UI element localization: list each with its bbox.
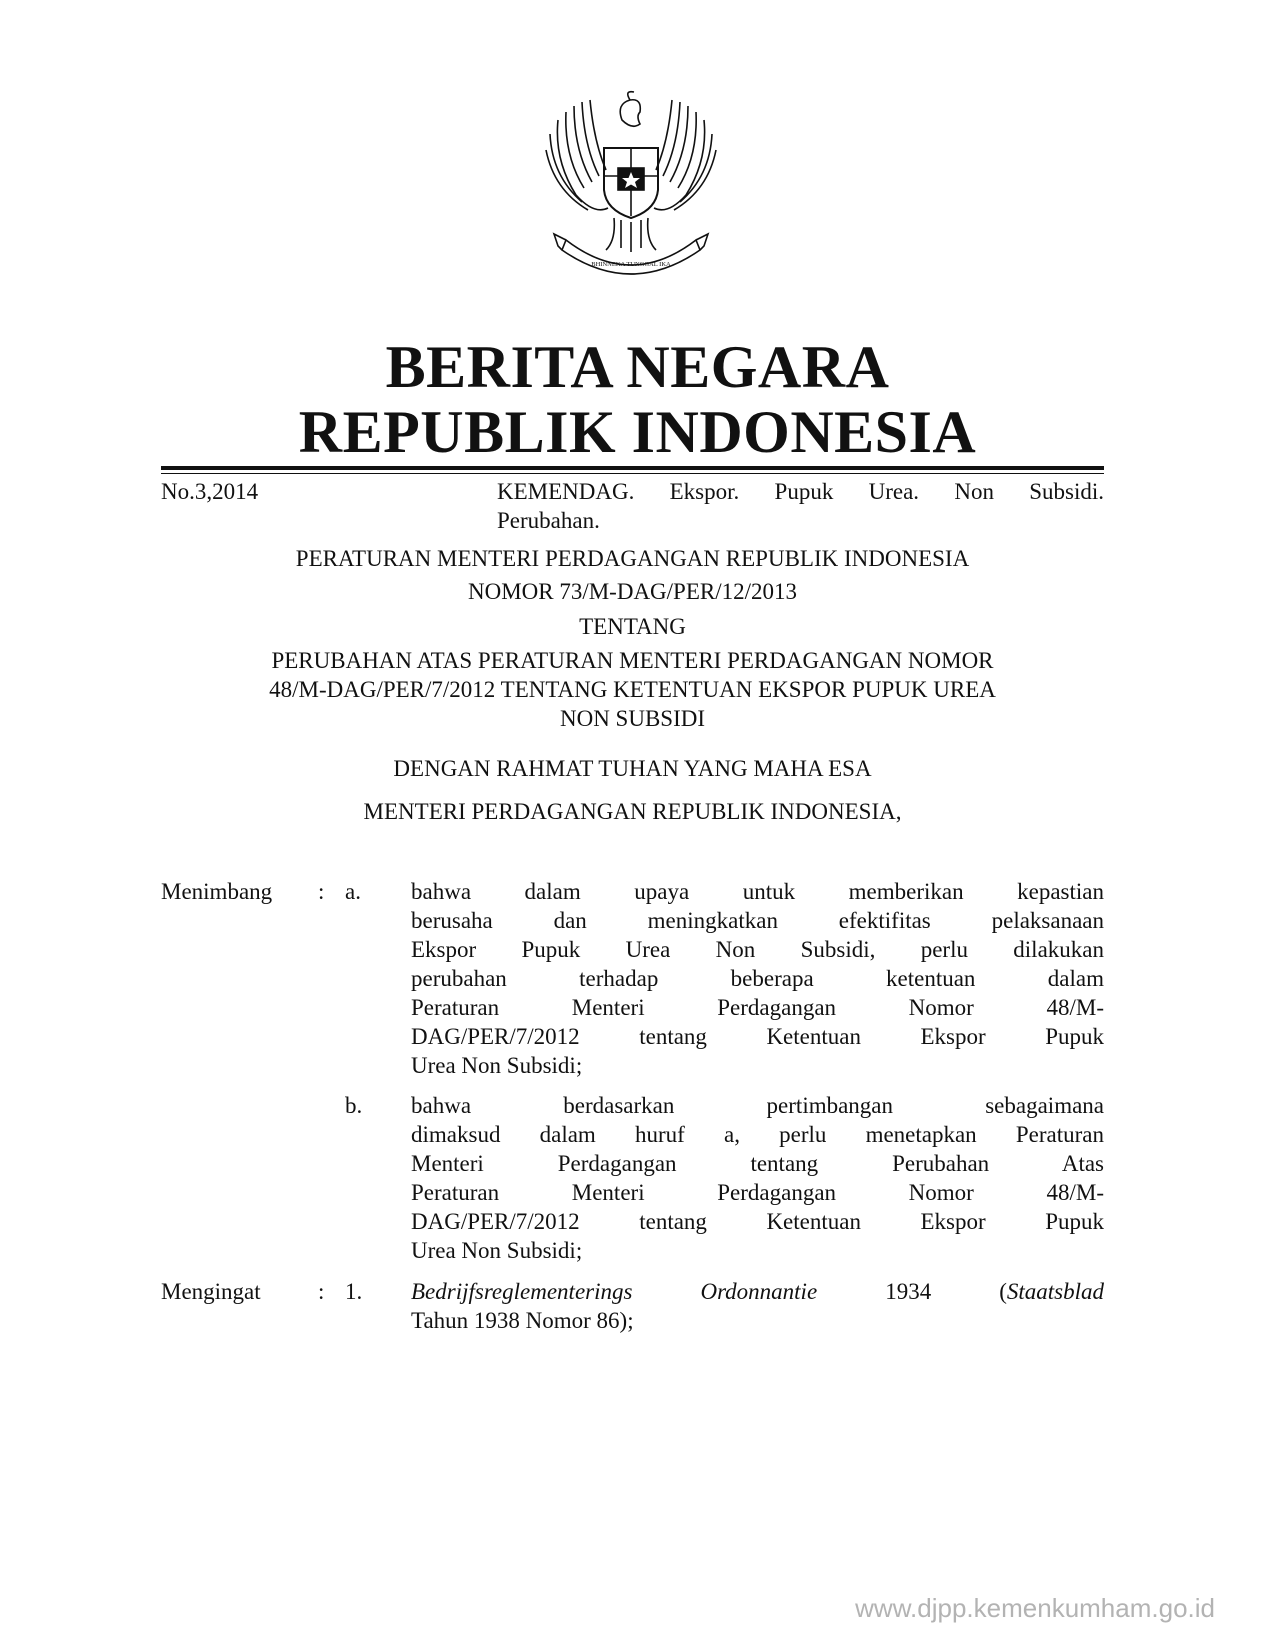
mengingat-1-italic1: Bedrijfsreglementerings Ordonnantie (411, 1279, 818, 1304)
mengingat-label: Mengingat (161, 1279, 261, 1304)
menimbang-b-marker: b. (345, 1093, 363, 1118)
menimbang-b-line: Urea Non Subsidi; (411, 1238, 583, 1263)
menimbang-b-line: Menteri Perdagangan tentang Perubahan Atas (411, 1151, 1104, 1176)
page-title-line1: BERITA NEGARA (385, 334, 890, 400)
menimbang-a-line: DAG/PER/7/2012 tentang Ketentuan Ekspor Pupuk (411, 1024, 1104, 1049)
regulation-subject-line3: NON SUBSIDI (559, 706, 706, 731)
title-divider-thin (161, 473, 1104, 474)
menimbang-colon: : (318, 879, 325, 904)
gazette-description (497, 477, 1104, 535)
title-divider-thick (161, 466, 1104, 470)
mengingat-1-line1 (411, 1277, 1104, 1306)
svg-text:BHINNEKA TUNGGAL IKA: BHINNEKA TUNGGAL IKA (591, 261, 671, 268)
menimbang-a-text (411, 877, 1104, 1080)
menimbang-b-line: Peraturan Menteri Perdagangan Nomor 48/M- (411, 1180, 1104, 1205)
gazette-description-line1: KEMENDAG. Ekspor. Pupuk Urea. Non Subsidi. (497, 479, 1104, 504)
preamble-minister: MENTERI PERDAGANGAN REPUBLIK INDONESIA, (363, 799, 902, 824)
mengingat-1-plain1: 1934 ( (817, 1279, 1007, 1304)
mengingat-colon: : (318, 1279, 325, 1304)
mengingat-1-italic2: Staatsblad (1006, 1279, 1104, 1304)
menimbang-a-line: perubahan terhadap beberapa ketentuan dalam (411, 966, 1104, 991)
regulation-subject-line2: 48/M-DAG/PER/7/2012 TENTANG KETENTUAN EKSPOR PUPUK UREA (269, 677, 996, 702)
gazette-number: No.3,2014 (161, 479, 259, 504)
menimbang-a-line: Peraturan Menteri Perdagangan Nomor 48/M- (411, 995, 1104, 1020)
page-title-line2: REPUBLIK INDONESIA (298, 399, 977, 465)
gazette-description-line2: Perubahan. (497, 508, 600, 533)
menimbang-a-marker: a. (345, 879, 361, 904)
garuda-pancasila-emblem-icon (536, 90, 726, 280)
menimbang-a-line: Ekspor Pupuk Urea Non Subsidi, perlu dilakukan (411, 937, 1104, 962)
regulation-title: PERATURAN MENTERI PERDAGANGAN REPUBLIK INDONESIA (295, 546, 970, 571)
menimbang-b-line: dimaksud dalam huruf a, perlu menetapkan Peraturan (411, 1122, 1104, 1147)
menimbang-b-text (411, 1091, 1104, 1265)
footer-url: www.djpp.kemenkumham.go.id (855, 1593, 1215, 1623)
regulation-subject-line1: PERUBAHAN ATAS PERATURAN MENTERI PERDAGANGAN NOMOR (271, 648, 994, 673)
menimbang-label: Menimbang (161, 879, 273, 904)
menimbang-a-line: bahwa dalam upaya untuk memberikan kepastian (411, 879, 1104, 904)
menimbang-b-line: DAG/PER/7/2012 tentang Ketentuan Ekspor Pupuk (411, 1209, 1104, 1234)
menimbang-b-line: bahwa berdasarkan pertimbangan sebagaimana (411, 1093, 1104, 1118)
mengingat-1-text (411, 1277, 1104, 1335)
regulation-tentang: TENTANG (579, 614, 686, 639)
menimbang-a-line: berusaha dan meningkatkan efektifitas pelaksanaan (411, 908, 1104, 933)
regulation-number: NOMOR 73/M-DAG/PER/12/2013 (467, 579, 798, 604)
menimbang-a-line: Urea Non Subsidi; (411, 1053, 583, 1078)
preamble-invocation: DENGAN RAHMAT TUHAN YANG MAHA ESA (393, 756, 872, 781)
mengingat-1-marker: 1. (345, 1279, 363, 1304)
mengingat-1-line2: Tahun 1938 Nomor 86); (411, 1308, 634, 1333)
